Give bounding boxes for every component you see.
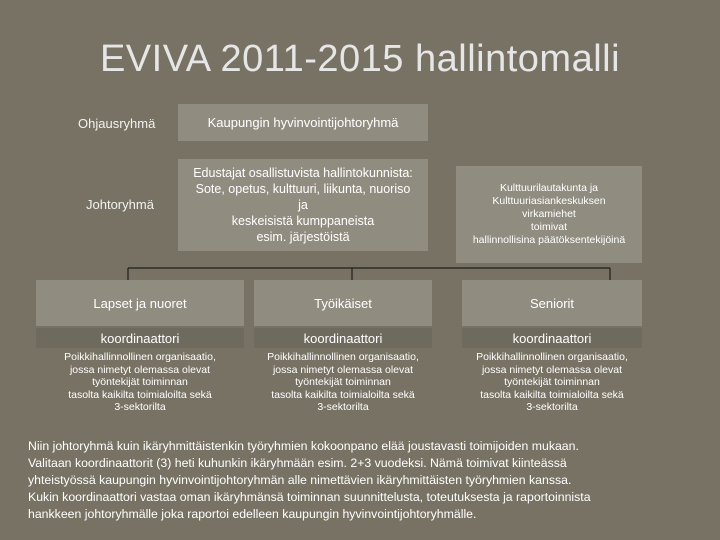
- page-title: EVIVA 2011-2015 hallintomalli: [99, 38, 621, 80]
- wellbeing-group-text: Kaupungin hyvinvointijohtoryhmä: [207, 115, 399, 130]
- steering-group-label: Ohjausryhmä: [78, 116, 156, 131]
- description-seniors: Poikkihallinnollinen organisaatio, jossa nimetyt olemassa olevat työntekijät toiminnan tasolta kaikilta toimialoilta sekä 3-sektorilta: [476, 351, 628, 413]
- coordinator-children: koordinaattori: [36, 328, 244, 348]
- coordinator-seniors: koordinaattori: [462, 328, 642, 348]
- column-header-seniors: Seniorit: [462, 280, 642, 326]
- column-header-working-age: Työikäiset: [254, 280, 432, 326]
- description-children: Poikkihallinnollinen organisaatio, jossa nimetyt olemassa olevat työntekijät toiminnan tasolta kaikilta toimialoilta sekä 3-sektorilta: [64, 351, 216, 413]
- column-header-children: Lapset ja nuoret: [36, 280, 244, 326]
- coordinator-working-age: koordinaattori: [254, 328, 432, 348]
- explanation-paragraph: Niin johtoryhmä kuin ikäryhmittäistenkin työryhmien kokoonpano elää joustavasti toimijoiden mukaan. Valitaan koordinaattorit (3) heti kuhunkin ikäryhmään esim. 2+3 vuodeksi. Nämä toimivat kiinteässä yhteistyössä kaupungin hyvinvointijohtoryhmän alle nimettävien ikäryhmittäisten työryhmien kanssa. Kukin koordinaattori vastaa oman ikäryhmänsä toiminnan suunnittelusta, toteutuksesta ja raportoinnista hankkeen johtoryhmälle joka raportoi edelleen kaupungin hyvinvointijohtoryhmälle.: [28, 439, 591, 521]
- board-label: Johtoryhmä: [86, 197, 154, 212]
- representatives-text: Edustajat osallistuvista hallintokunnista: Sote, opetus, kulttuuri, liikunta, nuoriso ja keskeisistä kumppaneista esim. järjestöistä: [193, 166, 413, 244]
- description-working-age: Poikkihallinnollinen organisaatio, jossa nimetyt olemassa olevat työntekijät toiminnan tasolta kaikilta toimialoilta sekä 3-sektorilta: [267, 351, 419, 413]
- culture-council-text: Kulttuurilautakunta ja Kulttuuriasiankeskuksen virkamiehet toimivat hallinnollisina päätöksentekijöinä: [472, 182, 626, 246]
